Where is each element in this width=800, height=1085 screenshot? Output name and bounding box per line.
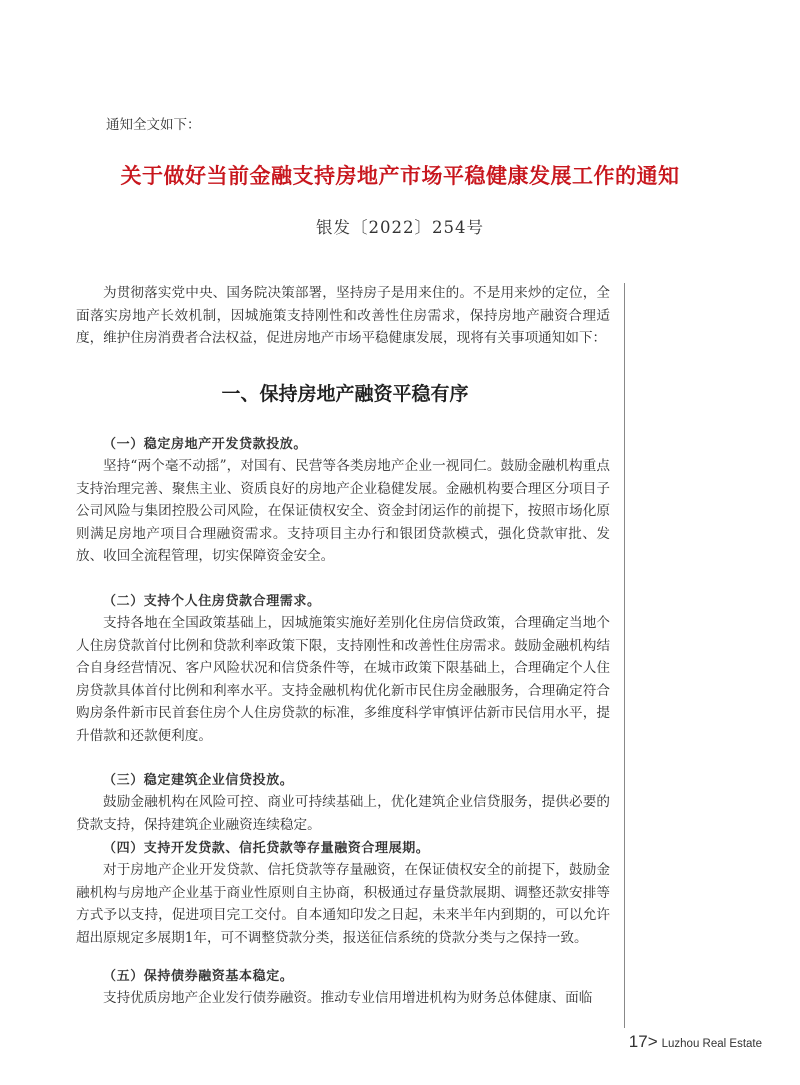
notice-title: 关于做好当前金融支持房地产市场平稳健康发展工作的通知 [120, 163, 680, 188]
chevron-right-icon: > [647, 1032, 658, 1051]
item-body: 支持优质房地产企业发行债券融资。推动专业信用增进机构为财务总体健康、面临 [103, 990, 593, 1006]
document-number: 银发〔2022〕254号 [316, 218, 484, 237]
item-body: 坚持“两个毫不动摇”，对国有、民营等各类房地产企业一视同仁。鼓励金融机构重点支持治理完善、聚焦主业、资质良好的房地产企业稳健发展。金融机构要合理区分项目子公司风险与集团控股公司风险，在保证债权安全、资金封闭运作的前提下，按照市场化原则满足房地产项目合理融资需求。支持项目主办行和银团贷款模式，强化贷款审批、发放、收回全流程管理，切实保障资金安全。 [76, 458, 610, 565]
intro-line: 通知全文如下： [106, 117, 201, 133]
item-body: 鼓励金融机构在风险可控、商业可持续基础上，优化建筑企业信贷服务，提供必要的贷款支持，保持建筑企业融资连续稳定。 [76, 794, 610, 833]
publication-name: Luzhou Real Estate [661, 1038, 762, 1050]
page-footer [629, 1032, 762, 1052]
item-heading: （三）稳定建筑企业信贷投放。 [103, 773, 294, 788]
page-number: 17 [628, 1032, 648, 1051]
item-body: 对于房地产企业开发贷款、信托贷款等存量融资，在保证债权安全的前提下，鼓励金融机构与房地产企业基于商业性原则自主协商，积极通过存量贷款展期、调整还款安排等方式予以支持，促进项目完工交付。自本通知印发之日起，未来半年内到期的，可以允许超出原规定多展期1年，可不调整贷款分类，报送征信系统的贷款分类与之保持一致。 [76, 862, 610, 946]
item-heading: （四）支持开发贷款、信托贷款等存量融资合理展期。 [103, 841, 430, 856]
item-body: 支持各地在全国政策基础上，因城施策实施好差别化住房信贷政策，合理确定当地个人住房贷款首付比例和贷款利率政策下限，支持刚性和改善性住房需求。鼓励金融机构结合自身经营情况、客户风险状况和信贷条件等，在城市政策下限基础上，合理确定个人住房贷款具体首付比例和利率水平。支持金融机构优化新市民住房金融服务，合理确定符合购房条件新市民首套住房个人住房贷款的标准，多维度科学审慎评估新市民信用水平，提升借款和还款便利度。 [76, 615, 610, 744]
section-heading: 一、保持房地产融资平稳有序 [221, 383, 469, 405]
item-heading: （五）保持债券融资基本稳定。 [103, 969, 294, 984]
item-heading: （一）稳定房地产开发贷款投放。 [103, 437, 308, 452]
preamble-paragraph: 为贯彻落实党中央、国务院决策部署，坚持房子是用来住的。不是用来炒的定位，全面落实房地产长效机制，因城施策支持刚性和改善性住房需求，保持房地产融资合理适度，维护住房消费者合法权益，促进房地产市场平稳健康发展，现将有关事项通知如下： [76, 285, 610, 347]
item-heading: （二）支持个人住房贷款合理需求。 [103, 594, 321, 609]
